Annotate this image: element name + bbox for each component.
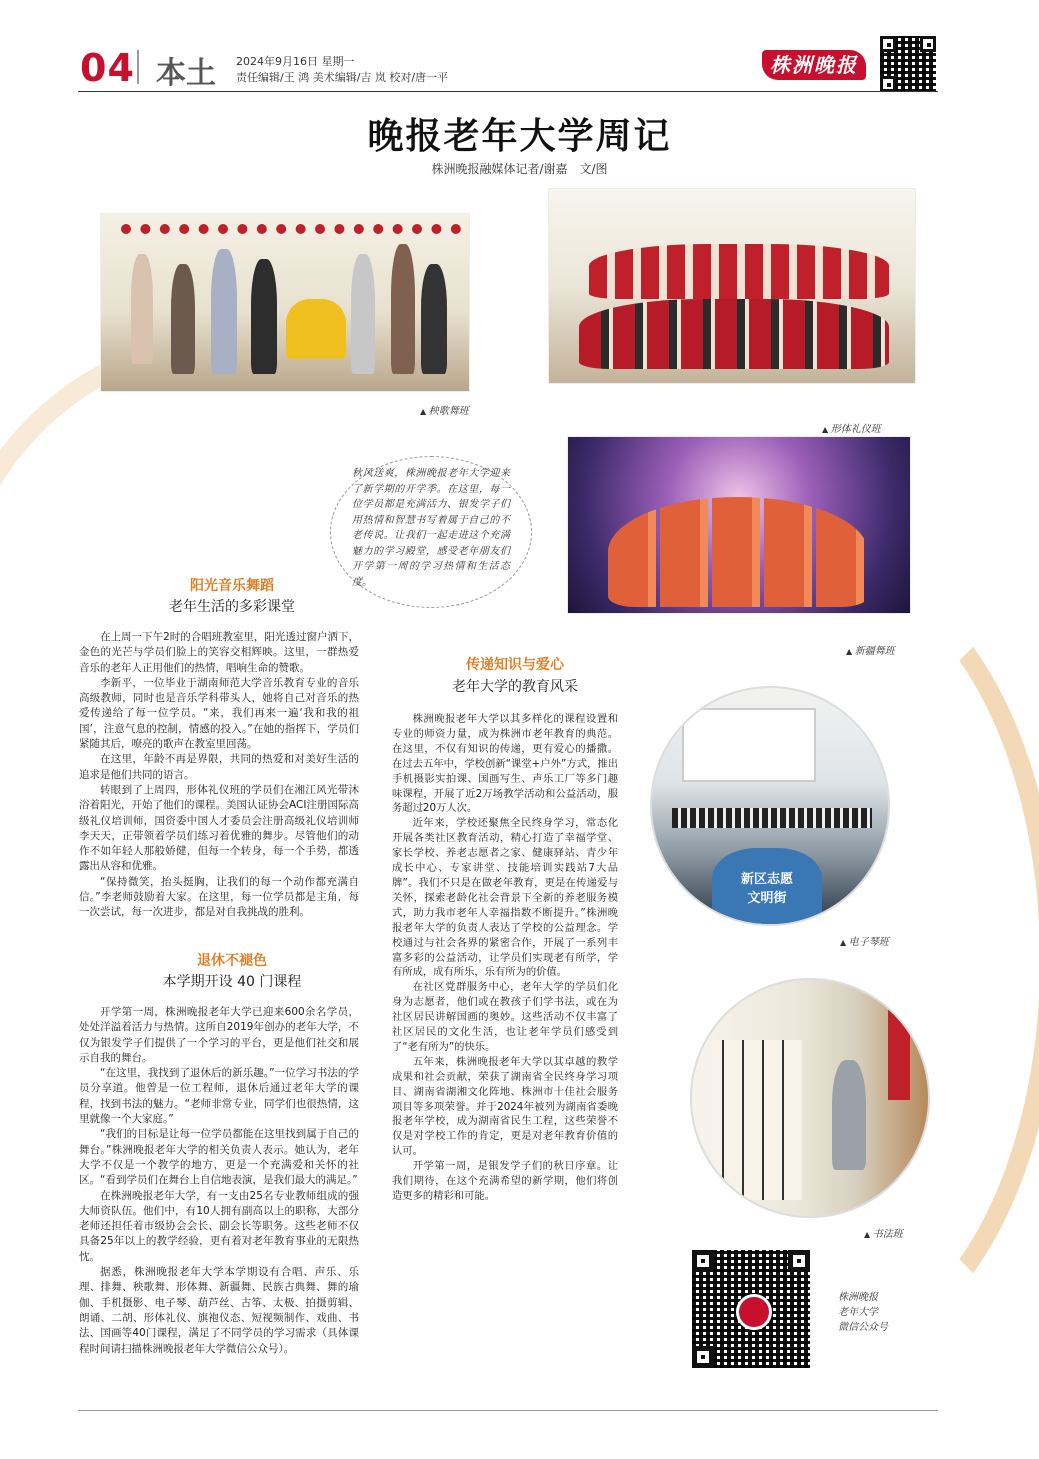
page-number: 04 — [80, 46, 135, 90]
photo-yangge-dance-class — [100, 213, 470, 392]
paragraph: 在这里，年龄不再是界限，共同的热爱和对美好生活的追求是他们共同的语言。 — [79, 753, 359, 781]
header-divider — [137, 50, 139, 84]
jersey-text: 新区志愿 — [740, 872, 793, 887]
article-byline: 株洲晚报融媒体记者/谢嘉 文/图 — [431, 162, 608, 176]
section-body-2 — [79, 1005, 359, 1357]
qr-logo-icon — [736, 1294, 772, 1330]
qr-caption-line: 微信公众号 — [838, 1322, 888, 1333]
paragraph: 五年来，株洲晚报老年大学以其卓越的教学成果和社会贡献，荣获了湖南省全民终身学习项目、湖南省湖湘文化阵地、株洲市十佳社会服务项目等多项荣誉。并于2024年被列为湖南省委晚报老年学校，成为湖南省民生工程，这些荣誉不仅是对学校工作的肯定，更是对老年教育价值的认可。 — [392, 1055, 618, 1158]
paragraph: 开学第一周，株洲晚报老年大学已迎来600余名学员，处处洋溢着活力与热情。这所自2019年创办的老年大学，不仅为银发学子们提供了一个学习的平台，更是他们社交和展示自我的舞台。 — [79, 1006, 359, 1064]
intro-text: 秋风送爽，株洲晚报老年大学迎来了新学期的开学季。在这里，每一位学员都是充满活力、银发学子们用热情和智慧书写着属于自己的不老传说。让我们一起走进这个充满魅力的学习殿堂，感受老年朋友们开学第一周的学习热情和生活态度。 — [352, 468, 510, 588]
photo-xinjiang-dance-class — [567, 436, 911, 614]
paragraph: 在株洲晚报老年大学，有一支由25名专业教师组成的强大师资队伍。他们中，有10人拥有副高以上的职称，大部分老师还担任着市级协会会长、副会长等职务。这些老师不仅具备25年以上的教学经验，更有着对老年教育事业的无限热忱。 — [79, 1189, 359, 1263]
header-rule — [78, 91, 938, 92]
qr-caption-line: 老年大学 — [838, 1307, 878, 1318]
photo-calligraphy-class — [690, 978, 930, 1218]
qr-caption-line: 株洲晚报 — [838, 1292, 878, 1303]
date-line: 2024年9月16日 星期一 — [236, 55, 355, 68]
jersey-text-2: 文明街 — [747, 891, 787, 906]
caption-keyboard: ▲ 电子琴班 — [840, 933, 889, 948]
qr-caption — [838, 1290, 888, 1335]
section-heading-3: 传递知识与爱心 — [466, 657, 564, 673]
section-heading-1: 阳光音乐舞蹈 — [190, 578, 274, 594]
paragraph: 在上周一下午2时的合唱班教室里，阳光透过窗户洒下，金色的光芒与学员们脸上的笑容交相辉映。这里，一群热爱音乐的老年人正用他们的热情，唱响生命的赞歌。 — [79, 631, 359, 674]
footer-rule — [78, 1410, 938, 1411]
caption-yangge: ▲ 秧歌舞班 — [420, 402, 469, 417]
section-body-1 — [79, 630, 359, 921]
section-heading-2: 退休不褪色 — [197, 953, 267, 969]
caption-xinjiang: ▲ 新疆舞班 — [846, 642, 895, 657]
section-subheading-3: 老年大学的教育风采 — [452, 679, 578, 695]
paragraph: “我们的目标是让每一位学员都能在这里找到属于自己的舞台。”株洲晚报老年大学的相关负责人表示。她认为，老年大学不仅是一个教学的地方，更是一个充满爱和关怀的社区。“看到学员们在舞台上自信地表演，是我们最大的满足。” — [79, 1128, 359, 1187]
header-qr-code — [880, 36, 936, 92]
paragraph: 李新平，一位毕业于湖南师范大学音乐教育专业的音乐高级教师，同时也是音乐学科带头人，她将自己对音乐的热爱传递给了每一位学员。“来，我们再来一遍‘我和我的祖国’，注意气息的控制，情感的投入。”在她的指挥下，学员们紧随其后，嘹亮的歌声在教室里回荡。 — [79, 676, 359, 751]
section-body-3 — [392, 712, 618, 1204]
section-subheading-2: 本学期开设 40 门课程 — [162, 974, 302, 990]
decorative-arc-right — [600, 560, 1039, 1360]
paragraph: 株洲晚报老年大学以其多样化的课程设置和专业的师资力量，成为株洲市老年教育的典范。在这里，不仅有知识的传递，更有爱心的播撒。在过去五年中，学校创新“课堂+户外”方式，推出手机摄影实拍课、国画写生、声乐工厂等多门趣味课程，开展了近2万场教学活动和公益活动，服务超过20万人次。 — [392, 713, 618, 815]
paragraph: 近年来，学校还聚焦全民终身学习，常态化开展各类社区教育活动，精心打造了幸福学堂、家长学校、养老志愿者之家、健康驿站、青少年成长中心、专家讲堂、技能培训实践站7大品牌”。我们不只是在做老年教育，更是在传递爱与关怀，探索老龄化社会背景下全新的养老服务模式，助力我市老年人幸福指数不断提升。”株洲晚报老年大学的负责人表达了学校的公益理念。学校通过与社会各界的紧密合作，开展了一系列丰富多彩的公益活动，让学员们实现老有所学，学有所成，成有所乐，乐有所为的价值。 — [392, 817, 618, 979]
editors-line: 责任编辑/王 鸿 美术编辑/吉 岚 校对/唐一平 — [236, 71, 449, 84]
photo-etiquette-class — [548, 188, 916, 384]
caption-calligraphy: ▲ 书法班 — [864, 1225, 903, 1240]
paragraph: “保持微笑，抬头挺胸，让我们的每一个动作都充满自信。”李老师鼓励着大家。在这里，每一位学员都是主角，每一次尝试，每一次进步，都是对自我挑战的胜利。 — [79, 875, 359, 919]
paragraph: “在这里，我找到了退休后的新乐趣。”一位学习书法的学员分享道。他曾是一位工程师，退休后通过老年大学的课程，找到书法的魅力。“老师非常专业，同学们也很热情，这里就像一个大家庭。” — [79, 1067, 359, 1126]
wechat-qr-code[interactable] — [692, 1250, 810, 1368]
newspaper-logo: 株洲晚报 — [762, 50, 866, 80]
paragraph: 转眼到了上周四，形体礼仪班的学员们在湘江风光带沐浴着阳光，开始了他们的课程。美国认证协会ACI注册国际高级礼仪培训师，国资委中国人才委员会注册高级礼仪培训师李天天，正带领着学员们练习着优雅的舞步。尽管他们的动作不如年轻人那般娇健，但每一个转身，每一个手势，都透露出从容和优雅。 — [79, 783, 359, 873]
paragraph: 开学第一周，是银发学子们的秋日序章。让我们期待，在这个充满希望的新学期，他们将创造更多的精彩和可能。 — [392, 1160, 618, 1202]
paragraph: 据悉，株洲晚报老年大学本学期设有合唱、声乐、乐理、排舞、秧歌舞、形体舞、新疆舞、民族古典舞、舞的瑜伽、手机摄影、电子琴、葫芦丝、古筝、太极、拍摄剪辑、朗诵、二胡、形体礼仪、旗袍仪态、短视频制作、戏曲、书法、国画等40门课程，满足了不同学员的学习需求（具体课程时间请扫描株洲晚报老年大学微信公众号）。 — [79, 1266, 359, 1355]
section-subheading-1: 老年生活的多彩课堂 — [169, 599, 295, 615]
photo-keyboard-class — [650, 686, 890, 926]
paragraph: 在社区党群服务中心，老年大学的学员们化身为志愿者，他们或在教孩子们学书法，或在为社区居民讲解国画的奥妙。这些活动不仅丰富了社区居民的文化生活，也让老年学员们感受到了“老有所为”的快乐。 — [392, 981, 618, 1053]
section-name: 本土 — [156, 56, 216, 91]
article-title: 晚报老年大学周记 — [367, 116, 672, 157]
caption-etiquette: ▲ 形体礼仪班 — [822, 420, 881, 435]
